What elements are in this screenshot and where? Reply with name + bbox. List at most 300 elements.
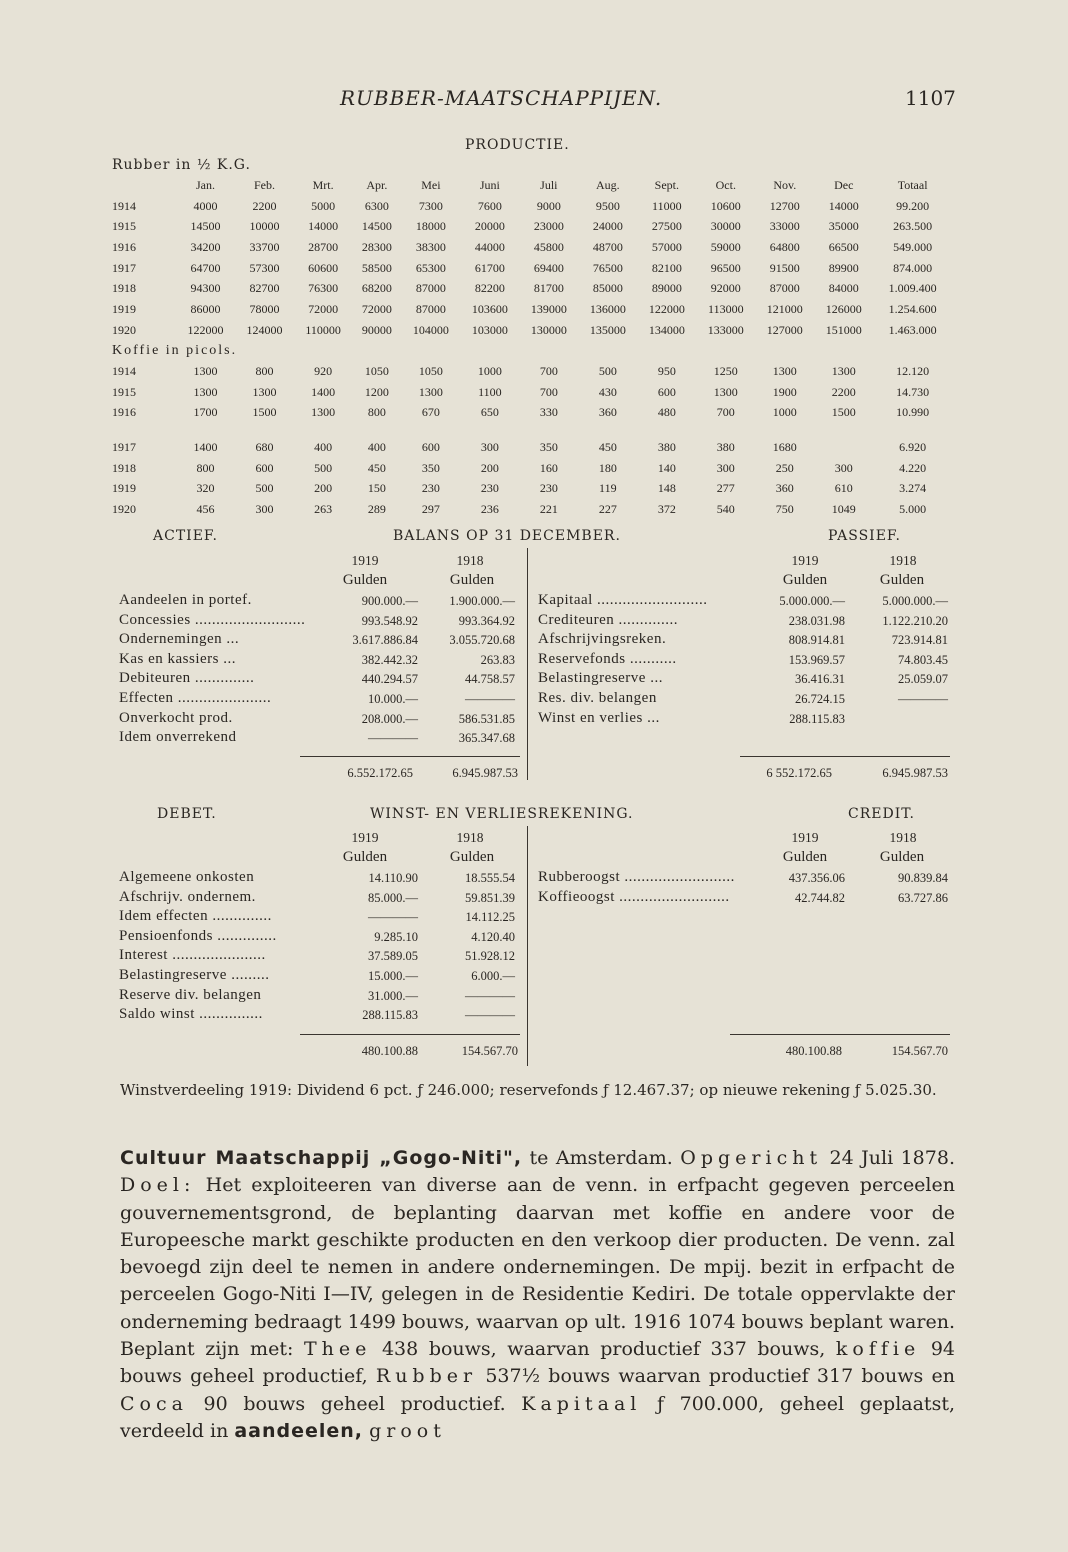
- table-cell: 14500: [190, 219, 221, 234]
- table-cell: 126000: [825, 301, 862, 316]
- value-1919: 37.589.05: [368, 949, 418, 964]
- value-1918: 365.347.68: [458, 731, 515, 746]
- total-rule: [300, 756, 520, 757]
- total-value: 6.552.172.65: [347, 766, 413, 780]
- winst-title: WINST- EN VERLIESREKENING.: [370, 806, 634, 822]
- table-cell: 1300: [418, 384, 443, 399]
- table-cell: 350: [421, 460, 440, 475]
- row-label: Saldo winst ...............: [119, 1006, 263, 1023]
- table-cell: 96500: [710, 260, 741, 275]
- table-cell: 24000: [592, 219, 623, 234]
- table-cell: 1917: [112, 260, 136, 275]
- value-1919: 85.000.—: [368, 890, 418, 905]
- spaced-term: Thee: [303, 1338, 372, 1361]
- table-cell: 360: [775, 481, 794, 496]
- table-cell: 700: [539, 384, 558, 399]
- rubber-label: Rubber in ½ K.G.: [112, 157, 251, 173]
- value-1918: 44.758.57: [465, 672, 515, 687]
- value-1919: 15.000.—: [368, 969, 418, 983]
- total-value: 6 552.172.65: [766, 766, 832, 780]
- value-1918: 18.555.54: [465, 871, 515, 885]
- table-cell: 1250: [713, 364, 738, 379]
- table-cell: 430: [598, 384, 617, 399]
- value-1918: ————: [465, 1008, 515, 1023]
- table-cell: 600: [421, 440, 440, 455]
- currency-header: Gulden: [879, 849, 925, 865]
- row-label: Belastingreserve .........: [119, 967, 270, 983]
- table-cell: 1916: [112, 239, 136, 254]
- table-cell: 34200: [190, 239, 221, 254]
- year-header: 1919: [351, 830, 379, 845]
- passief-heading: PASSIEF.: [828, 528, 901, 544]
- total-rule: [300, 1034, 520, 1035]
- table-cell: Totaal: [897, 177, 928, 192]
- table-cell: 69400: [533, 260, 564, 275]
- table-cell: 800: [367, 405, 386, 420]
- table-cell: 200: [480, 460, 499, 475]
- table-cell: 300: [480, 440, 499, 455]
- table-cell: 1000: [477, 364, 502, 379]
- table-cell: 1300: [311, 405, 336, 420]
- table-cell: 1.009.400: [888, 281, 937, 296]
- table-cell: 680: [255, 440, 274, 455]
- table-cell: 94300: [190, 281, 221, 296]
- table-cell: 127000: [766, 322, 803, 337]
- table-row: [112, 258, 952, 279]
- table-cell: 450: [367, 460, 386, 475]
- value-1918: 3.055.720.68: [449, 633, 515, 648]
- year-header: 1919: [791, 553, 819, 568]
- table-cell: 48700: [592, 239, 623, 254]
- table-cell: 200: [314, 481, 333, 496]
- table-cell: 57300: [249, 260, 280, 275]
- table-row: [112, 216, 952, 237]
- value-1918: 1.900.000.—: [449, 594, 515, 608]
- table-cell: 1.254.600: [888, 301, 937, 316]
- table-cell: 1915: [112, 384, 136, 399]
- value-1918: 586.531.85: [458, 711, 515, 726]
- table-cell: 600: [255, 460, 274, 475]
- table-cell: 104000: [412, 322, 449, 337]
- row-label: Res. div. belangen: [538, 690, 657, 706]
- table-cell: 30000: [710, 219, 741, 234]
- table-cell: 10000: [249, 219, 280, 234]
- table-cell: 92000: [710, 281, 741, 296]
- value-1918: 263.83: [480, 652, 515, 667]
- value-1918: 5.000.000.—: [882, 594, 948, 608]
- value-1919: ————: [368, 910, 418, 925]
- table-cell: 89900: [828, 260, 859, 275]
- table-cell: 103000: [471, 322, 508, 337]
- table-cell: 277: [716, 481, 735, 496]
- table-cell: 320: [196, 481, 215, 496]
- table-cell: Sept.: [654, 177, 679, 192]
- table-cell: 14500: [361, 219, 392, 234]
- table-cell: 122000: [187, 322, 224, 337]
- table-cell: 68200: [361, 281, 392, 296]
- table-cell: 610: [834, 481, 853, 496]
- table-cell: 1300: [831, 364, 856, 379]
- value-1919: 31.000.—: [368, 988, 418, 1003]
- winstverdeeling-note: Winstverdeeling 1919: Dividend 6 pct. ƒ 246.000; reservefonds ƒ 12.467.37; op nieuwe rekening ƒ 5.025.30.: [120, 1081, 937, 1099]
- table-cell: 86000: [190, 301, 221, 316]
- value-1919: 993.548.92: [361, 613, 418, 628]
- table-cell: 4.220: [899, 460, 927, 475]
- table-cell: 84000: [828, 281, 859, 296]
- table-cell: 1300: [772, 364, 797, 379]
- text-span: te Amsterdam.: [522, 1147, 681, 1169]
- table-cell: 1919: [112, 301, 136, 316]
- table-cell: Dec: [834, 177, 854, 192]
- value-1919: 288.115.83: [789, 711, 845, 726]
- table-row: [112, 458, 952, 479]
- table-cell: 14000: [308, 219, 339, 234]
- table-row: [112, 499, 952, 520]
- row-label: Aandeelen in portef.: [119, 592, 252, 608]
- month-header-row: [112, 175, 952, 196]
- table-cell: 1680: [772, 440, 797, 455]
- currency-header: Gulden: [782, 572, 828, 588]
- table-cell: 119: [599, 481, 617, 496]
- table-cell: 87000: [415, 281, 446, 296]
- table-cell: 300: [255, 502, 274, 517]
- table-cell: 81700: [533, 281, 564, 296]
- table-cell: 1500: [252, 405, 277, 420]
- table-cell: 221: [539, 502, 558, 517]
- table-cell: 58500: [361, 260, 392, 275]
- value-1918: ————: [898, 692, 948, 706]
- table-cell: 1920: [112, 502, 136, 517]
- text-span: Het exploiteeren van diverse aan de venn. in erfpacht gegeven perceelen gouvernementsgrond, de beplanting daarvan met koffie en andere voor de Europeesche markt geschikte producten en den verkoop dier producten. De venn. zal bevoegd zijn deel te nemen in andere ondernemingen. De mpij. bezit in erfpacht de perceelen Gogo-Niti I—IV, gelegen in de Residentie Kediri. De totale oppervlakte der onderneming bedraagt 1499 bouws, waarvan op ult. 1916 1074 bouws beplant waren. Beplant zijn met:: [120, 1174, 955, 1361]
- value-1918: 51.928.12: [465, 949, 515, 964]
- value-1919: 5.000.000.—: [779, 594, 845, 608]
- table-cell: 1100: [478, 384, 502, 399]
- year-header: 1918: [889, 553, 917, 568]
- table-row: [112, 437, 952, 458]
- value-1919: 382.442.32: [361, 652, 418, 667]
- total-value: 154.567.70: [891, 1044, 948, 1058]
- table-cell: 250: [775, 460, 794, 475]
- table-cell: Oct.: [715, 177, 736, 192]
- table-cell: 90000: [361, 322, 392, 337]
- table-cell: 82200: [474, 281, 505, 296]
- value-1919: 900.000.—: [361, 594, 418, 608]
- total-value: 6.945.987.53: [452, 766, 518, 780]
- value-1918: ————: [465, 692, 515, 706]
- table-cell: 133000: [707, 322, 744, 337]
- row-label: Idem effecten ..............: [119, 908, 272, 925]
- table-row: [112, 237, 952, 258]
- table-cell: 151000: [825, 322, 862, 337]
- table-row: [112, 196, 952, 217]
- table-row: [112, 479, 952, 500]
- table-cell: 33000: [769, 219, 800, 234]
- table-cell: 1400: [311, 384, 336, 399]
- value-1919: 36.416.31: [795, 672, 845, 687]
- table-cell: 78000: [249, 301, 280, 316]
- row-label: Winst en verlies ...: [538, 709, 660, 726]
- table-cell: 33700: [249, 239, 280, 254]
- table-cell: 87000: [769, 281, 800, 296]
- table-cell: 139000: [530, 301, 567, 316]
- table-cell: 380: [716, 440, 735, 455]
- table-cell: 500: [255, 481, 274, 496]
- table-cell: 14.730: [896, 384, 930, 399]
- table-cell: 950: [657, 364, 676, 379]
- text-span: 438 bouws, waarvan productief 337 bouws,: [371, 1338, 836, 1361]
- table-cell: 103600: [471, 301, 508, 316]
- table-cell: 72000: [361, 301, 392, 316]
- table-cell: 76300: [308, 281, 339, 296]
- company-name: Cultuur Maatschappij „Gogo-Niti",: [120, 1147, 523, 1169]
- table-cell: 350: [539, 440, 558, 455]
- row-label: Crediteuren ..............: [538, 611, 679, 628]
- table-cell: 1050: [364, 364, 389, 379]
- table-cell: 380: [657, 440, 676, 455]
- table-row: [112, 382, 952, 403]
- spaced-term: Rubber: [375, 1365, 478, 1388]
- row-label: Onverkocht prod.: [119, 709, 233, 726]
- table-cell: 4000: [193, 198, 218, 213]
- table-cell: 27500: [651, 219, 682, 234]
- spaced-term: Opgericht: [680, 1147, 823, 1169]
- table-row: [112, 361, 952, 382]
- table-cell: 65300: [415, 260, 446, 275]
- table-cell: 1050: [418, 364, 443, 379]
- table-cell: 110000: [305, 322, 341, 337]
- table-cell: 2200: [831, 384, 856, 399]
- table-cell: 400: [367, 440, 386, 455]
- value-1918: 14.112.25: [465, 910, 515, 925]
- table-cell: 59000: [710, 239, 741, 254]
- table-cell: 1915: [112, 219, 136, 234]
- value-1918: ————: [465, 988, 515, 1003]
- table-cell: 7600: [477, 198, 502, 213]
- table-cell: 12700: [769, 198, 800, 213]
- spaced-term: groot: [369, 1419, 446, 1442]
- table-cell: Mrt.: [312, 177, 334, 192]
- value-1918: 6.000.—: [471, 969, 515, 983]
- debet-heading: DEBET.: [157, 806, 217, 822]
- table-cell: 61700: [474, 260, 505, 275]
- table-cell: 150: [367, 481, 386, 496]
- total-value: 480.100.88: [785, 1044, 842, 1058]
- table-cell: 82700: [249, 281, 280, 296]
- table-cell: 1914: [112, 198, 136, 213]
- value-1919: 238.031.98: [788, 613, 845, 628]
- table-cell: [814, 437, 873, 458]
- value-1918: 63.727.86: [898, 890, 948, 905]
- table-cell: 1917: [112, 440, 136, 455]
- productie-title: PRODUCTIE.: [465, 137, 570, 153]
- table-cell: 160: [539, 460, 558, 475]
- value-1919: ————: [368, 731, 418, 746]
- table-cell: 64700: [190, 260, 221, 275]
- table-cell: 140: [657, 460, 676, 475]
- table-cell: 9000: [536, 198, 561, 213]
- table-cell: 650: [480, 405, 499, 420]
- table-cell: 1300: [193, 364, 218, 379]
- table-cell: 1400: [193, 440, 218, 455]
- text-span: 90 bouws geheel productief.: [187, 1392, 522, 1415]
- winst-divider: [527, 826, 528, 1066]
- table-cell: 360: [598, 405, 617, 420]
- actief-heading: ACTIEF.: [153, 528, 218, 544]
- table-cell: Apr.: [366, 177, 388, 192]
- spaced-term: Coca: [120, 1392, 188, 1415]
- spaced-term: koffie: [835, 1338, 921, 1361]
- table-cell: 28300: [361, 239, 392, 254]
- currency-header: Gulden: [782, 849, 828, 865]
- table-cell: 134000: [648, 322, 685, 337]
- spacer-cell: [112, 423, 952, 437]
- table-cell: Aug.: [596, 177, 620, 192]
- currency-header: Gulden: [342, 572, 388, 588]
- table-cell: 456: [196, 502, 215, 517]
- running-header: RUBBER-MAATSCHAPPIJEN.: [340, 86, 663, 110]
- value-1918: 90.839.84: [898, 871, 948, 885]
- table-cell: 1300: [713, 384, 738, 399]
- table-cell: 263: [314, 502, 333, 517]
- table-cell: 1500: [831, 405, 856, 420]
- table-cell: 66500: [828, 239, 859, 254]
- table-cell: 136000: [589, 301, 626, 316]
- value-1919: 9.285.10: [374, 929, 418, 944]
- table-cell: Juli: [540, 177, 558, 192]
- row-label: Afschrijv. ondernem.: [119, 888, 256, 905]
- value-1919: 808.914.81: [788, 633, 845, 648]
- table-cell: 9500: [595, 198, 620, 213]
- table-cell: 14000: [828, 198, 859, 213]
- table-cell: 1918: [112, 281, 136, 296]
- total-rule: [740, 756, 950, 757]
- value-1919: 42.744.82: [795, 890, 845, 905]
- table-cell: 549.000: [893, 239, 933, 254]
- table-cell: Jan.: [195, 177, 215, 192]
- value-1919: 153.969.57: [788, 652, 845, 667]
- row-label: Interest ......................: [119, 947, 266, 964]
- row-label: Reservefonds ...........: [538, 650, 677, 667]
- table-cell: 230: [480, 481, 499, 496]
- table-cell: 750: [775, 502, 794, 517]
- value-1919: 440.294.57: [361, 672, 418, 687]
- table-row: [112, 299, 952, 320]
- spaced-term: Kapitaal: [521, 1392, 642, 1415]
- table-cell: 540: [716, 502, 735, 517]
- table-cell: 1919: [112, 481, 136, 496]
- value-1919: 288.115.83: [362, 1008, 418, 1023]
- currency-header: Gulden: [449, 849, 495, 865]
- table-cell: Nov.: [773, 177, 797, 192]
- table-cell: 1700: [193, 405, 218, 420]
- table-cell: Feb.: [253, 177, 275, 192]
- row-label: Kas en kassiers ...: [119, 650, 236, 667]
- total-value: 154.567.70: [461, 1044, 518, 1058]
- year-header: 1919: [791, 830, 819, 845]
- value-1918: 25.059.07: [898, 672, 948, 687]
- table-cell: 230: [539, 481, 558, 496]
- table-cell: 124000: [246, 322, 283, 337]
- table-cell: 300: [834, 460, 853, 475]
- text-span: 94 bouws geheel productief,: [120, 1338, 955, 1388]
- table-cell: 87000: [415, 301, 446, 316]
- balans-title: BALANS OP 31 DECEMBER.: [393, 528, 621, 544]
- total-rule: [730, 1034, 950, 1035]
- table-cell: 600: [657, 384, 676, 399]
- production-table: [112, 175, 952, 520]
- table-cell: 1049: [831, 502, 856, 517]
- table-cell: 5.000: [899, 502, 927, 517]
- table-cell: 11000: [652, 198, 682, 213]
- table-cell: 6300: [364, 198, 389, 213]
- table-cell: 700: [716, 405, 735, 420]
- row-label: Rubberoogst ..........................: [538, 869, 735, 885]
- table-cell: 236: [480, 502, 499, 517]
- value-1918: 993.364.92: [458, 613, 515, 628]
- table-cell: 330: [539, 405, 558, 420]
- value-1918: 1.122.210.20: [882, 613, 948, 628]
- table-cell: 91500: [769, 260, 800, 275]
- row-label: Belastingreserve ...: [538, 670, 663, 687]
- table-cell: 500: [598, 364, 617, 379]
- text-span: ƒ 700.000, geheel geplaatst, verdeeld in: [120, 1392, 955, 1442]
- row-label: Debiteuren ..............: [119, 670, 255, 687]
- table-row: [112, 278, 952, 299]
- row-label: Concessies ..........................: [119, 611, 306, 628]
- table-cell: 297: [421, 502, 440, 517]
- value-1919: 14.110.90: [368, 871, 418, 885]
- row-label: Pensioenfonds ..............: [119, 927, 277, 944]
- row-label: Ondernemingen ...: [119, 631, 240, 648]
- currency-header: Gulden: [342, 849, 388, 865]
- bold-term: aandeelen,: [234, 1419, 364, 1442]
- row-label: Algemeene onkosten: [119, 869, 255, 885]
- section-label: Koffie in picols.: [112, 342, 238, 358]
- table-cell: 480: [657, 405, 676, 420]
- text-span: 537½ bouws waarvan productief 317 bouws en: [477, 1365, 955, 1388]
- table-cell: 180: [598, 460, 617, 475]
- page-number: 1107: [905, 86, 956, 110]
- table-cell: 89000: [651, 281, 682, 296]
- table-cell: 60600: [308, 260, 339, 275]
- year-header: 1918: [456, 830, 484, 845]
- year-header: 1918: [889, 830, 917, 845]
- table-cell: 45800: [533, 239, 564, 254]
- table-cell: 7300: [418, 198, 443, 213]
- table-cell: 289: [367, 502, 386, 517]
- spacer-cell: [112, 175, 176, 196]
- table-cell: 1300: [252, 384, 277, 399]
- table-cell: 263.500: [893, 219, 933, 234]
- value-1918: 4.120.40: [471, 929, 515, 944]
- balans-divider: [527, 548, 528, 780]
- table-cell: 82100: [651, 260, 682, 275]
- table-cell: 35000: [828, 219, 859, 234]
- table-cell: 920: [314, 364, 333, 379]
- spaced-term: Doel:: [120, 1174, 196, 1197]
- value-1919: 26.724.15: [795, 692, 845, 706]
- total-value: 6.945.987.53: [882, 766, 948, 780]
- table-cell: 72000: [308, 301, 339, 316]
- row-label: Afschrijvingsreken.: [538, 631, 667, 648]
- table-cell: 800: [255, 364, 274, 379]
- row-label: Reserve div. belangen: [119, 986, 262, 1003]
- table-row: [112, 403, 952, 424]
- table-cell: 148: [657, 481, 676, 496]
- table-cell: 113000: [708, 301, 744, 316]
- table-cell: 1920: [112, 322, 136, 337]
- value-1918: 74.803.45: [898, 652, 948, 667]
